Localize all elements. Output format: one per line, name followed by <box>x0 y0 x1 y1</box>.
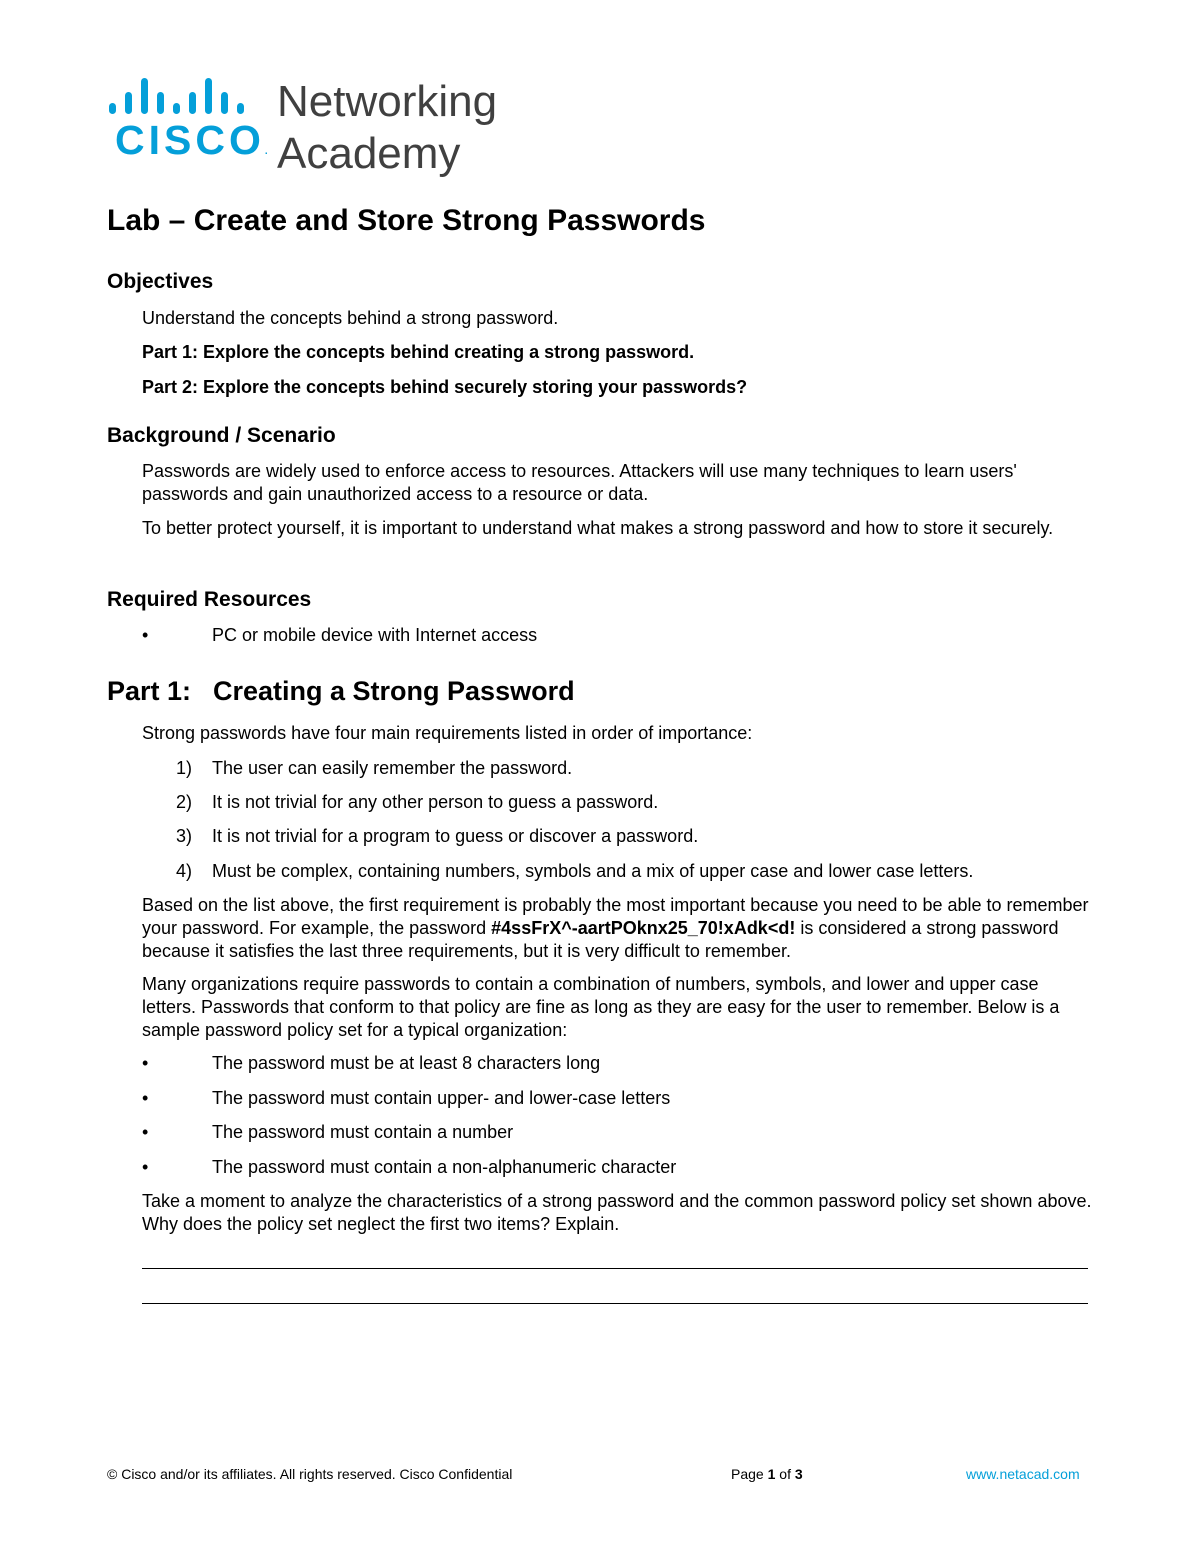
netacad-link[interactable]: www.netacad.com <box>966 1466 1080 1482</box>
cisco-networking-academy-logo <box>105 76 525 176</box>
bullet-icon: • <box>142 625 149 645</box>
policy-paragraph: Many organizations require passwords to contain a combination of numbers, symbols, and lower and upper case letters. Passwords that conform to that policy are fine as long as they are easy for the user to remember. Below is a sample password policy set for a typical organization: <box>142 974 1060 1040</box>
footer-page-number: Page 1 of 3 <box>731 1466 803 1482</box>
list-item: • The password must contain a non-alphanumeric character <box>142 1157 677 1177</box>
footer-url <box>966 1465 1080 1483</box>
page-title: Lab – Create and Store Strong Passwords <box>107 204 706 237</box>
background-heading: Background / Scenario <box>107 424 336 447</box>
bullet-icon: • <box>142 1157 149 1177</box>
list-item: • The password must contain a number <box>142 1122 514 1142</box>
list-item: 2) It is not trivial for any other person to guess a password. <box>176 792 659 812</box>
objective-part2: Part 2: Explore the concepts behind securely storing your passwords? <box>142 377 748 397</box>
example-paragraph: Based on the list above, the first requirement is probably the most important because you need to be able to remember your password. For example, the password #4ssFrX^-aartPOknx25_70!xAdk<d! is considered a strong password because it satisfies the last three requirements, but it is very difficult to remember. <box>142 895 1089 961</box>
logo-academy: Academy <box>277 129 461 178</box>
part1-intro: Strong passwords have four main requirements listed in order of importance: <box>142 723 753 743</box>
background-paragraph-2: To better protect yourself, it is important to understand what makes a strong password and how to store it securely. <box>142 518 1054 538</box>
objective-part1: Part 1: Explore the concepts behind creating a strong password. <box>142 342 695 362</box>
background-paragraph-1: Passwords are widely used to enforce access to resources. Attackers will use many techniques to learn users' passwords and gain unauthorized access to a resource or data. <box>142 461 1017 504</box>
list-item: • The password must contain upper- and lower-case letters <box>142 1088 671 1108</box>
answer-line[interactable] <box>142 1303 1088 1304</box>
list-item: • PC or mobile device with Internet access <box>142 625 538 645</box>
bullet-icon: • <box>142 1053 149 1073</box>
part1-title: Creating a Strong Password <box>213 676 575 706</box>
answer-line[interactable] <box>142 1268 1088 1269</box>
objectives-heading: Objectives <box>107 270 214 293</box>
cisco-wordmark: CISCO. <box>115 117 268 163</box>
list-item: 1) The user can easily remember the password. <box>176 758 573 778</box>
resources-heading: Required Resources <box>107 588 312 611</box>
logo-text <box>277 76 497 180</box>
part1-number: Part 1: <box>107 676 192 706</box>
example-password: #4ssFrX^-aartPOknx25_70!xAdk<d! <box>491 918 796 938</box>
list-item: 4) Must be complex, containing numbers, symbols and a mix of upper case and lower case letters. <box>176 861 974 881</box>
footer-copyright: © Cisco and/or its affiliates. All rights reserved. Cisco Confidential <box>107 1466 513 1482</box>
question-paragraph: Take a moment to analyze the characteristics of a strong password and the common password policy set shown above. Why does the policy set neglect the first two items? Explain. <box>142 1191 1092 1234</box>
list-item: 3) It is not trivial for a program to guess or discover a password. <box>176 826 699 846</box>
list-item: • The password must be at least 8 characters long <box>142 1053 601 1073</box>
part1-heading <box>107 674 575 708</box>
objectives-intro: Understand the concepts behind a strong password. <box>142 308 559 328</box>
bullet-icon: • <box>142 1122 149 1142</box>
cisco-bars-icon <box>105 78 265 114</box>
bullet-icon: • <box>142 1088 149 1108</box>
logo-networking: Networking <box>277 77 498 126</box>
